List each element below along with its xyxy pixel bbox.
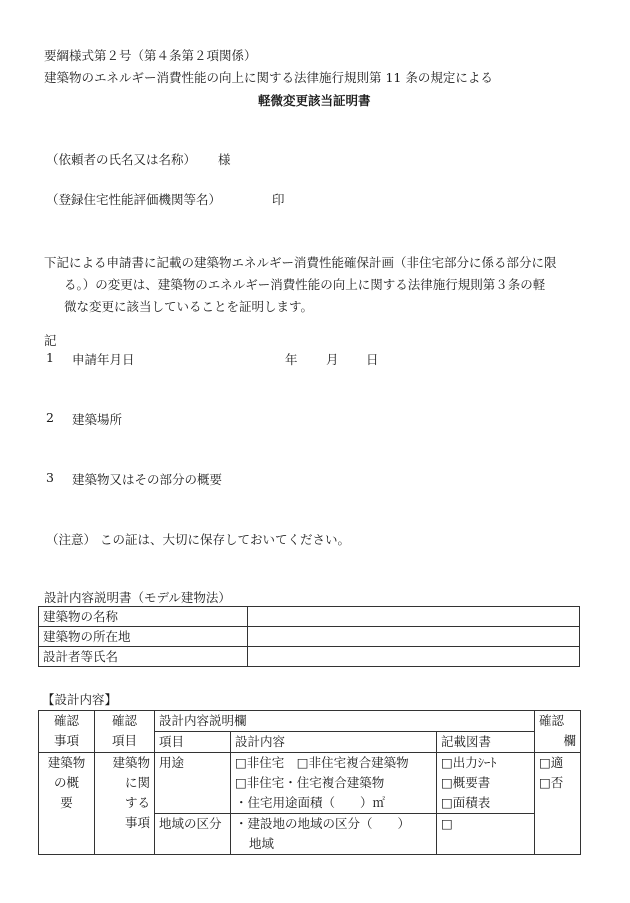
use-drawings <box>437 753 535 814</box>
design-content-table <box>38 710 581 855</box>
construction-site-label: 建築場所 <box>72 412 123 427</box>
header-check-target-line: 確認 <box>111 713 137 728</box>
table-row <box>39 647 580 667</box>
agency-label: （登録住宅性能評価機関等名） <box>46 192 222 207</box>
use-content-line: ・住宅用途面積（ ）㎡ <box>235 795 386 810</box>
check-item-cell <box>39 753 95 855</box>
design-content-heading: 【設計内容】 <box>42 692 118 707</box>
certification-statement <box>44 252 589 318</box>
month-label: 月 <box>326 352 339 367</box>
confirm-ok-checkbox: □適 <box>539 755 564 770</box>
statement-line-2: る。）の変更は、建築物のエネルギー消費性能の向上に関する法律施行規則第３条の軽 <box>64 277 546 292</box>
table-row <box>39 627 580 647</box>
table-row <box>39 711 581 732</box>
day-label: 日 <box>366 352 379 367</box>
summary-title: 設計内容説明書（モデル建物法） <box>44 590 231 605</box>
document-title: 軽微変更該当証明書 <box>258 93 371 108</box>
storage-note: （注意） この証は、大切に保存しておいてください。 <box>46 532 350 547</box>
item-1-number: 1 <box>46 350 54 365</box>
statement-line-1: 下記による申請書に記載の建築物エネルギー消費性能確保計画（非住宅部分に係る部分に限 <box>44 255 557 270</box>
header-drawing: 記載図書 <box>437 732 535 753</box>
use-label: 用途 <box>155 753 231 814</box>
check-item-line: 要 <box>60 795 73 810</box>
header-content: 設計内容 <box>231 732 437 753</box>
building-location-value <box>248 627 580 647</box>
region-content-line: ・建設地の地域の区分（ ） <box>235 816 411 831</box>
confirm-cell <box>535 753 581 855</box>
item-2-number: 2 <box>46 410 54 425</box>
building-location-label: 建築物の所在地 <box>39 627 248 647</box>
header-check-target-line: 項目 <box>111 733 137 748</box>
use-content <box>231 753 437 814</box>
drawing-line: □出力ｼｰﾄ <box>441 755 497 770</box>
region-content-line: 地域 <box>249 836 275 851</box>
check-item-line: の概 <box>53 775 79 790</box>
building-name-value <box>248 607 580 627</box>
building-name-label: 建築物の名称 <box>39 607 248 627</box>
application-date-label: 申請年月日 <box>72 352 135 367</box>
header-confirm <box>535 711 581 753</box>
form-number: 要綱様式第２号（第４条第２項関係） <box>44 48 257 63</box>
table-row <box>39 607 580 627</box>
regulation-reference: 建築物のエネルギー消費性能の向上に関する法律施行規則第 11 条の規定による <box>44 70 493 85</box>
header-confirm-line: 欄 <box>563 733 576 748</box>
check-target-line: する <box>124 795 150 810</box>
check-target-line: 事項 <box>124 815 150 830</box>
building-overview-label: 建築物又はその部分の概要 <box>72 472 223 487</box>
header-explanation: 設計内容説明欄 <box>155 711 535 732</box>
requester-label: （依頼者の氏名又は名称） <box>46 152 197 167</box>
drawing-line: □面積表 <box>441 795 491 810</box>
table-row <box>39 753 581 814</box>
header-confirm-line: 確認 <box>539 713 565 728</box>
header-item: 項目 <box>155 732 231 753</box>
statement-line-3: 微な変更に該当していることを証明します。 <box>64 299 314 314</box>
designer-name-label: 設計者等氏名 <box>39 647 248 667</box>
check-target-line: に関 <box>124 775 150 790</box>
item-3-number: 3 <box>46 470 54 485</box>
region-drawing: □ <box>437 814 535 855</box>
designer-name-value <box>248 647 580 667</box>
region-content <box>231 814 437 855</box>
header-check-item-line: 確認 <box>53 713 79 728</box>
requester-suffix: 様 <box>218 152 231 167</box>
year-label: 年 <box>285 352 298 367</box>
check-target-line: 建築物 <box>112 755 150 770</box>
check-target-cell <box>95 753 155 855</box>
drawing-line: □概要書 <box>441 775 491 790</box>
header-check-item-line: 事項 <box>53 733 79 748</box>
region-label: 地域の区分 <box>155 814 231 855</box>
record-heading: 記 <box>44 333 57 348</box>
header-check-target <box>95 711 155 753</box>
check-item-line: 建築物 <box>47 755 86 770</box>
use-content-line: □非住宅 □非住宅複合建築物 <box>235 755 409 770</box>
confirm-ng-checkbox: □否 <box>539 775 564 790</box>
seal-mark: 印 <box>272 192 285 207</box>
summary-table <box>38 606 580 667</box>
header-check-item <box>39 711 95 753</box>
use-content-line: □非住宅・住宅複合建築物 <box>235 775 385 790</box>
